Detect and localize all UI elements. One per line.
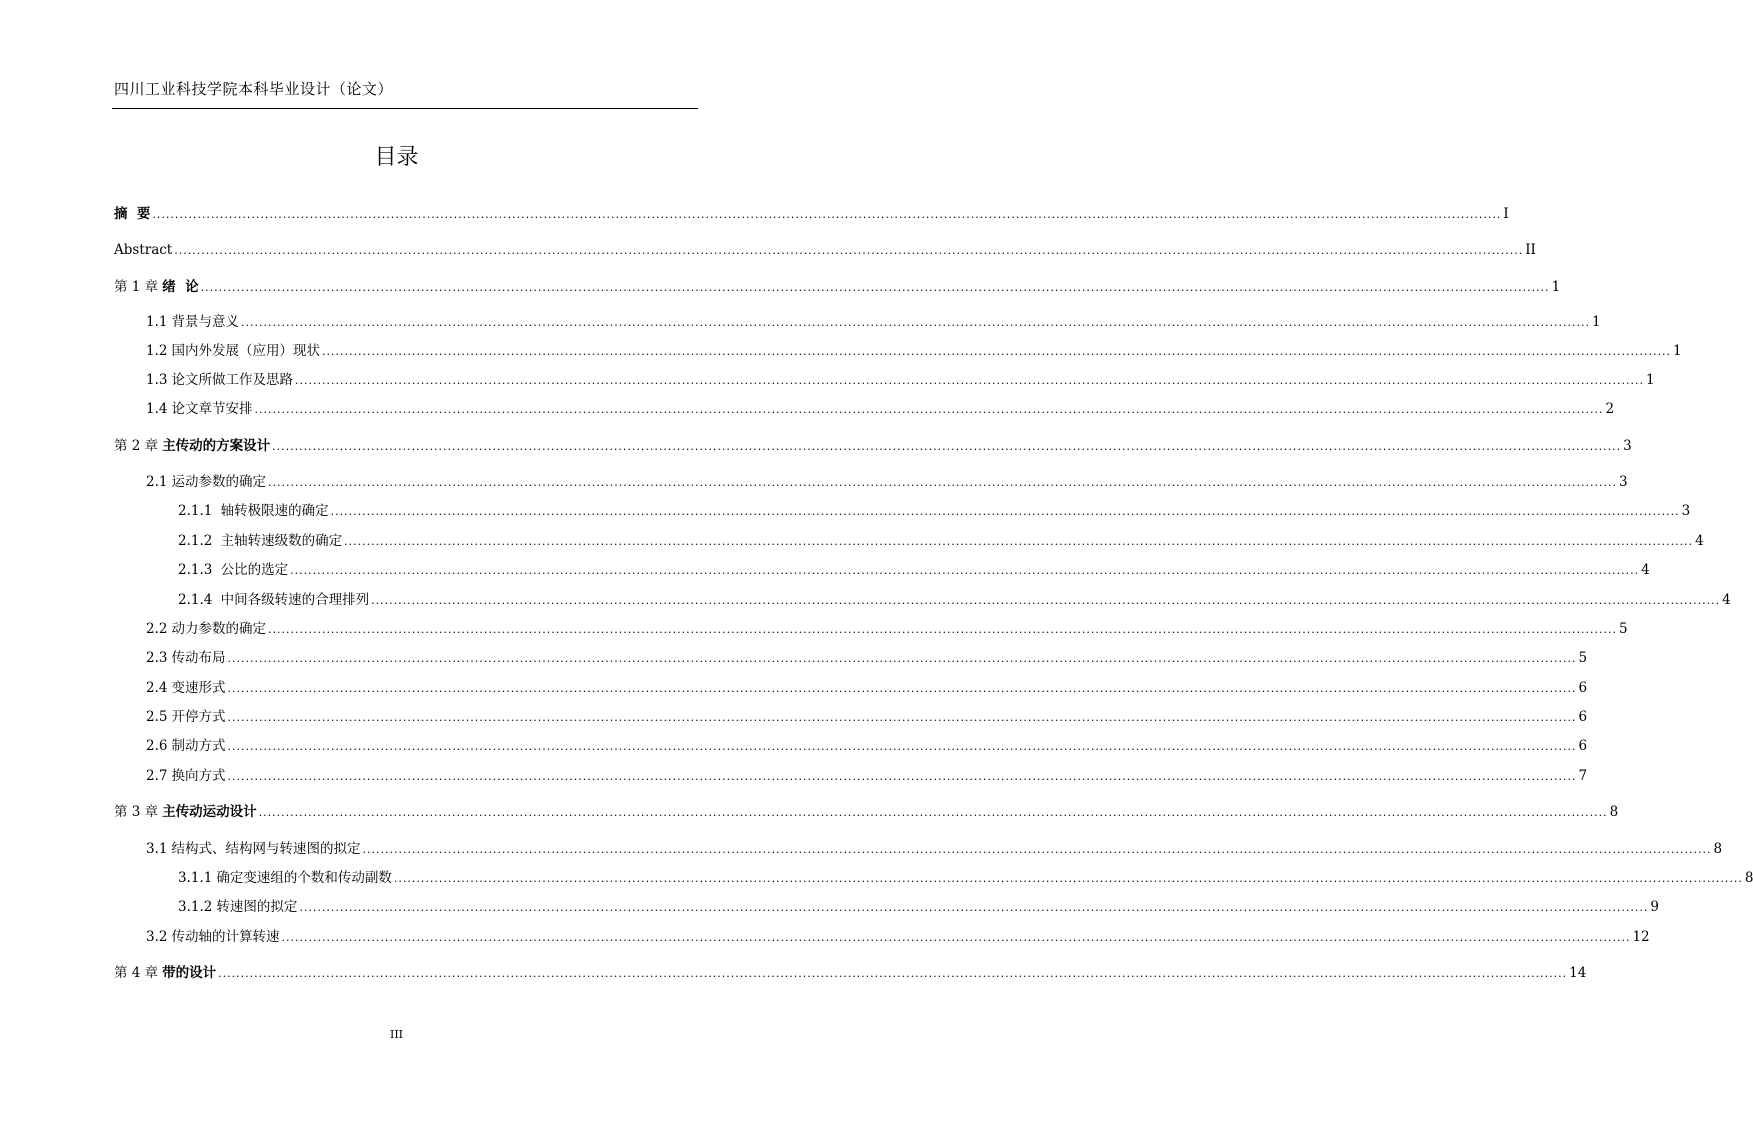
toc-entry-number: 2.1.3 <box>178 562 213 578</box>
toc-entry-label: 绪 论 <box>162 279 199 295</box>
toc-entry-label: 动力参数的确定 <box>171 621 266 637</box>
toc-entry[interactable] <box>114 963 1587 983</box>
toc-entry-number: 第 3 章 <box>114 804 159 820</box>
toc-entry-label: 论文所做工作及思路 <box>171 372 293 388</box>
toc-entry-number: 1.1 <box>146 314 168 330</box>
header-divider <box>112 108 698 109</box>
toc-entry-page: 2 <box>1605 401 1615 417</box>
toc-leader-dots: ............................................................................................................................................................................................................................................................................................................ <box>240 316 1590 329</box>
toc-entry-number: 2.3 <box>146 650 168 666</box>
toc-entry-label: 背景与意义 <box>171 314 239 330</box>
toc-entry[interactable] <box>114 802 1619 822</box>
toc-entry[interactable] <box>114 277 1561 297</box>
toc-entry-label: 摘 要 <box>114 206 151 222</box>
page-number: III <box>389 1028 404 1041</box>
toc-entry-number: 第 4 章 <box>114 965 159 981</box>
toc-entry[interactable] <box>146 472 1628 492</box>
toc-leader-dots: ............................................................................................................................................................................................................................................................................................................ <box>321 345 1671 358</box>
toc-leader-dots: ............................................................................................................................................................................................................................................................................................................ <box>272 440 1622 453</box>
toc-entry-label: 运动参数的确定 <box>171 474 266 490</box>
toc-entry[interactable] <box>146 927 1650 947</box>
toc-entry[interactable] <box>146 766 1588 786</box>
running-header: 四川工业科技学院本科毕业设计（论文） <box>114 80 394 98</box>
toc-leader-dots: ............................................................................................................................................................................................................................................................................................................ <box>227 770 1577 783</box>
toc-entry-number: 2.1.1 <box>178 503 213 519</box>
toc-entry[interactable] <box>146 736 1588 756</box>
toc-entry-page: 12 <box>1632 929 1650 945</box>
toc-entry-number: 3.1 <box>146 841 168 857</box>
toc-entry-label: 公比的选定 <box>216 562 289 578</box>
toc-entry-number: 2.2 <box>146 621 168 637</box>
toc-entry-number: 2.1.4 <box>178 592 213 608</box>
toc-entry-label: 转速图的拟定 <box>216 899 298 915</box>
toc-entry-page: 6 <box>1578 709 1588 725</box>
toc-entry-page: 1 <box>1551 279 1561 295</box>
toc-entry[interactable] <box>146 839 1723 859</box>
toc-leader-dots: ............................................................................................................................................................................................................................................................................................................ <box>267 476 1617 489</box>
toc-leader-dots: ............................................................................................................................................................................................................................................................................................................ <box>227 652 1577 665</box>
toc-entry-page: 8 <box>1744 870 1753 886</box>
toc-entry-label: 传动轴的计算转速 <box>171 929 280 945</box>
toc-entry[interactable] <box>146 341 1682 361</box>
toc-entry-page: 4 <box>1695 533 1704 549</box>
toc-entry[interactable] <box>146 678 1588 698</box>
toc-entry-page: II <box>1525 242 1536 258</box>
toc-entry-label: 轴转极限速的确定 <box>216 503 329 519</box>
toc-leader-dots: ............................................................................................................................................................................................................................................................................................................ <box>227 682 1577 695</box>
toc-entry-page: 8 <box>1609 804 1619 820</box>
toc-leader-dots: ............................................................................................................................................................................................................................................................................................................ <box>299 901 1649 914</box>
toc-entry-label: Abstract <box>114 242 173 258</box>
toc-entry[interactable] <box>178 531 1704 551</box>
toc-entry-page: 14 <box>1569 965 1587 981</box>
toc-entry[interactable] <box>146 619 1628 639</box>
toc-entry-page: 7 <box>1578 768 1588 784</box>
toc-entry-label: 主轴转速级数的确定 <box>216 533 343 549</box>
toc-entry-number: 1.4 <box>146 401 168 417</box>
toc-entry-label: 主传动的方案设计 <box>162 438 271 454</box>
toc-entry-page: 3 <box>1618 474 1628 490</box>
toc-entry-page: 1 <box>1591 314 1601 330</box>
toc-entry[interactable] <box>146 370 1655 390</box>
toc-entry-page: 3 <box>1623 438 1632 454</box>
toc-leader-dots: ............................................................................................................................................................................................................................................................................................................ <box>254 403 1604 416</box>
toc-leader-dots: ............................................................................................................................................................................................................................................................................................................ <box>362 843 1712 856</box>
toc-entry[interactable] <box>114 204 1509 224</box>
toc-entry-label: 国内外发展（应用）现状 <box>171 343 320 359</box>
toc-leader-dots: ............................................................................................................................................................................................................................................................................................................ <box>227 711 1577 724</box>
page-title: 目录 <box>374 145 419 170</box>
toc-entry-page: I <box>1503 206 1509 222</box>
toc-leader-dots: ............................................................................................................................................................................................................................................................................................................ <box>281 931 1631 944</box>
toc-entry-label: 变速形式 <box>171 680 226 696</box>
toc-entry[interactable] <box>114 436 1632 456</box>
toc-entry-number: 第 1 章 <box>114 279 159 295</box>
toc-entry-page: 9 <box>1650 899 1659 915</box>
toc-entry-label: 换向方式 <box>171 768 226 784</box>
toc-entry-number: 1.3 <box>146 372 168 388</box>
toc-entry[interactable] <box>114 240 1536 260</box>
toc-entry-label: 确定变速组的个数和传动副数 <box>216 870 392 886</box>
toc-entry-page: 5 <box>1618 621 1628 637</box>
toc-entry-page: 6 <box>1578 738 1588 754</box>
toc-entry-label: 中间各级转速的合理排列 <box>216 592 370 608</box>
toc-leader-dots: ............................................................................................................................................................................................................................................................................................................ <box>330 505 1680 518</box>
toc-leader-dots: ............................................................................................................................................................................................................................................................................................................ <box>174 244 1524 257</box>
toc-entry-number: 2.1.2 <box>178 533 213 549</box>
toc-entry[interactable] <box>146 648 1588 668</box>
toc-entry-page: 1 <box>1645 372 1655 388</box>
toc-leader-dots: ............................................................................................................................................................................................................................................................................................................ <box>290 564 1640 577</box>
toc-entry-number: 2.5 <box>146 709 168 725</box>
toc-entry-number: 第 2 章 <box>114 438 159 454</box>
toc-entry-page: 3 <box>1681 503 1691 519</box>
toc-entry-number: 3.1.2 <box>178 899 213 915</box>
toc-entry-page: 5 <box>1578 650 1588 666</box>
toc-leader-dots: ............................................................................................................................................................................................................................................................................................................ <box>152 208 1502 221</box>
toc-entry-number: 3.1.1 <box>178 870 213 886</box>
toc-entry-page: 8 <box>1713 841 1723 857</box>
toc-leader-dots: ............................................................................................................................................................................................................................................................................................................ <box>393 872 1743 885</box>
toc-entry[interactable] <box>178 501 1691 521</box>
toc-leader-dots: ............................................................................................................................................................................................................................................................................................................ <box>371 594 1721 607</box>
toc-entry-label: 制动方式 <box>171 738 226 754</box>
toc-entry-label: 结构式、结构网与转速图的拟定 <box>171 841 361 857</box>
toc-leader-dots: ............................................................................................................................................................................................................................................................................................................ <box>294 374 1644 387</box>
toc-entry-label: 传动布局 <box>171 650 226 666</box>
toc-entry-label: 带的设计 <box>162 965 217 981</box>
toc-entry[interactable] <box>178 897 1659 917</box>
toc-leader-dots: ............................................................................................................................................................................................................................................................................................................ <box>344 535 1694 548</box>
toc-leader-dots: ............................................................................................................................................................................................................................................................................................................ <box>200 281 1550 294</box>
toc-entry-number: 2.6 <box>146 738 168 754</box>
toc-entry-label: 论文章节安排 <box>171 401 253 417</box>
toc-entry[interactable] <box>146 399 1615 419</box>
toc-entry-label: 开停方式 <box>171 709 226 725</box>
toc-entry-page: 4 <box>1641 562 1650 578</box>
toc-entry-number: 2.1 <box>146 474 168 490</box>
toc-entry[interactable] <box>178 560 1650 580</box>
toc-entry-page: 1 <box>1672 343 1682 359</box>
toc-entry-number: 2.7 <box>146 768 168 784</box>
toc-leader-dots: ............................................................................................................................................................................................................................................................................................................ <box>258 806 1608 819</box>
toc-entry-page: 6 <box>1578 680 1588 696</box>
toc-entry-number: 2.4 <box>146 680 168 696</box>
toc-entry[interactable] <box>178 590 1731 610</box>
toc-leader-dots: ............................................................................................................................................................................................................................................................................................................ <box>218 967 1568 980</box>
toc-entry-number: 1.2 <box>146 343 168 359</box>
toc-entry[interactable] <box>146 707 1588 727</box>
toc-leader-dots: ............................................................................................................................................................................................................................................................................................................ <box>267 623 1617 636</box>
toc-entry[interactable] <box>178 868 1753 888</box>
toc-entry-label: 主传动运动设计 <box>162 804 257 820</box>
toc-entry[interactable] <box>146 312 1601 332</box>
toc-entry-number: 3.2 <box>146 929 168 945</box>
toc-leader-dots: ............................................................................................................................................................................................................................................................................................................ <box>227 740 1577 753</box>
toc-entry-page: 4 <box>1722 592 1731 608</box>
